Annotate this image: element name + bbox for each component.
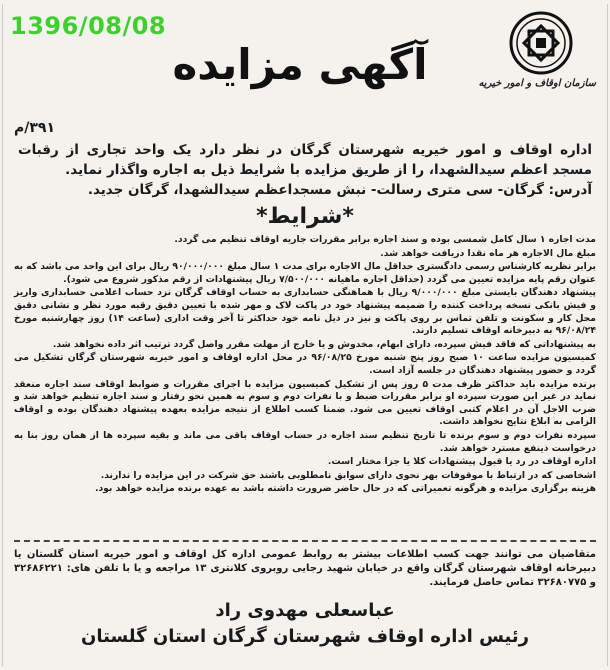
- term-item: سپرده نفرات دوم و سوم برنده تا تاریخ تنظیم سند اجاره در حساب اوقاف باقی می ماند و بقیه سپرده ها از همان روز بنا به درخواست ذینفع مسترد خواهد شد.: [14, 429, 596, 454]
- reference-number: ۳۹۱/م: [14, 120, 56, 136]
- term-item: برنده مزایده باید حداکثر ظرف مدت ۵ روز پس از تشکیل کمیسیون مزایده با اجرای مقررات و ضوابط اوقاف سند اجاره منعقد نماید در غیر این صورت سپرده او برابر مقررات ضبط و با نفرات دوم و سوم به همین نحو رفتار و سند اجاره تنظیم خواهد شد و ضرب الاجل آن در اعلام کتبی اوقاف تعیین می شود. ضمنا کسب اطلاع از نتیجه مزایده بعهده پیشنهاد دهندگان بوده و اوقاف الزامی به ابلاغ نتایج نخواهد داشت.: [14, 378, 596, 428]
- term-item: به پیشنهاداتی که فاقد فیش سپرده، دارای ابهام، مخدوش و یا خارج از مهلت مقرر واصل گردد ترتیب اثر داده نخواهد شد.: [52, 338, 596, 350]
- organization-logo: [478, 10, 596, 110]
- address-text: آدرس: گرگان- سی متری رسالت- نبش مسجداعظم سیدالشهدا، گرگان جدید.: [87, 182, 592, 198]
- term-item: پیشنهاد دهندگان بایستی مبلغ ۹/۰۰۰/۰۰۰ ریال با هماهنگی حسابداری به حساب اوقاف گرگان نزد حساب اعلامی حسابداری واریز و فیش بانکی نسخه پرداخت کننده را ضمیمه پیشنهاد خود در پاکت لاک و مهر شده با تعیین دقیق رقبه مورد نظر و نشانی دقیق محل کار و سکونت و تلفن تماس بر روی پاکت و نیز در ذیل نامه خود حداکثر تا آخر وقت اداری (ساعت ۱۴) روز چهارشنبه مورخ ۹۶/۰۸/۲۴ به دبیرخانه اوقاف تسلیم دارند.: [14, 287, 596, 337]
- page-title: آگهی مزایده: [172, 40, 428, 89]
- date-stamp: 1396/08/08: [10, 12, 167, 40]
- term-item: اداره اوقاف در رد یا قبول پیشنهادات کلا یا جزا مختار است.: [327, 456, 596, 468]
- term-item: برابر نظریه کارشناس رسمی دادگستری حداقل مال الاجاره برای مدت ۱ سال مبلغ ۹۰/۰۰۰/۰۰۰ ریال برای این واحد می باشد که به عنوان رقم پایه مزایده تعیین می گردد (حداقل اجاره ماهیانه ۷/۵۰۰/۰۰۰ ریال پیشنهادات از رقم مذکور شروع می شود).: [14, 261, 596, 285]
- term-item: مبلغ مال الاجاره هر ماه نقدا دریافت خواهد شد.: [380, 247, 596, 259]
- contact-info: متقاضیان می توانند جهت کسب اطلاعات بیشتر به روابط عمومی اداره کل اوقاف و امور خیریه استان گلستان یا دبیرخانه اوقاف شهرستان گرگان واقع در خیابان شهید رجایی روبروی کلانتری ۱۳ مراجعه و یا با تلفن های: ۳۲۶۸۶۲۲۱ و ۳۲۶۸۰۷۷۵ تماس حاصل فرمایند.: [14, 540, 596, 590]
- conditions-heading: *شرایط*: [256, 204, 354, 229]
- term-item: کمیسیون مزایده ساعت ۱۰ صبح روز پنج شنبه مورخ ۹۶/۰۸/۲۵ در محل اداره اوقاف و امور خیریه شهرستان گرگان تشکیل می گردد و حضور پیشنهاد دهندگان در جلسه آزاد است.: [14, 352, 596, 376]
- logo-caption: سازمان اوقاف و امور خیریه: [478, 78, 596, 89]
- intro-text: اداره اوقاف و امور خیریه شهرستان گرگان در نظر دارد یک واحد تجاری از رقبات مسجد اعظم سیدالشهدا، را از طریق مزایده با شرایط ذیل به اجاره واگذار نماید.: [18, 142, 592, 178]
- intro-section: [18, 140, 592, 200]
- terms-list: [14, 234, 596, 497]
- term-item: اشخاصی که در ارتباط با موقوفات بهر نحوی دارای سوابق نامطلوبی باشند حق شرکت در این مزایده را ندارند.: [100, 469, 596, 481]
- organization-emblem-icon: [508, 10, 574, 76]
- signer-name: عباسعلی مهدوی راد: [215, 600, 395, 621]
- term-item: مدت اجاره ۱ سال کامل شمسی بوده و سند اجاره برابر مقررات جاریه اوقاف تنظیم می گردد.: [174, 234, 596, 245]
- signer-title: رئیس اداره اوقاف شهرستان گرگان استان گلستان: [80, 626, 530, 647]
- term-item: هزینه برگزاری مزایده و هرگونه تعمیراتی که در حال حاضر ضرورت داشته باشد به عهده برنده مزایده خواهد بود.: [94, 483, 596, 495]
